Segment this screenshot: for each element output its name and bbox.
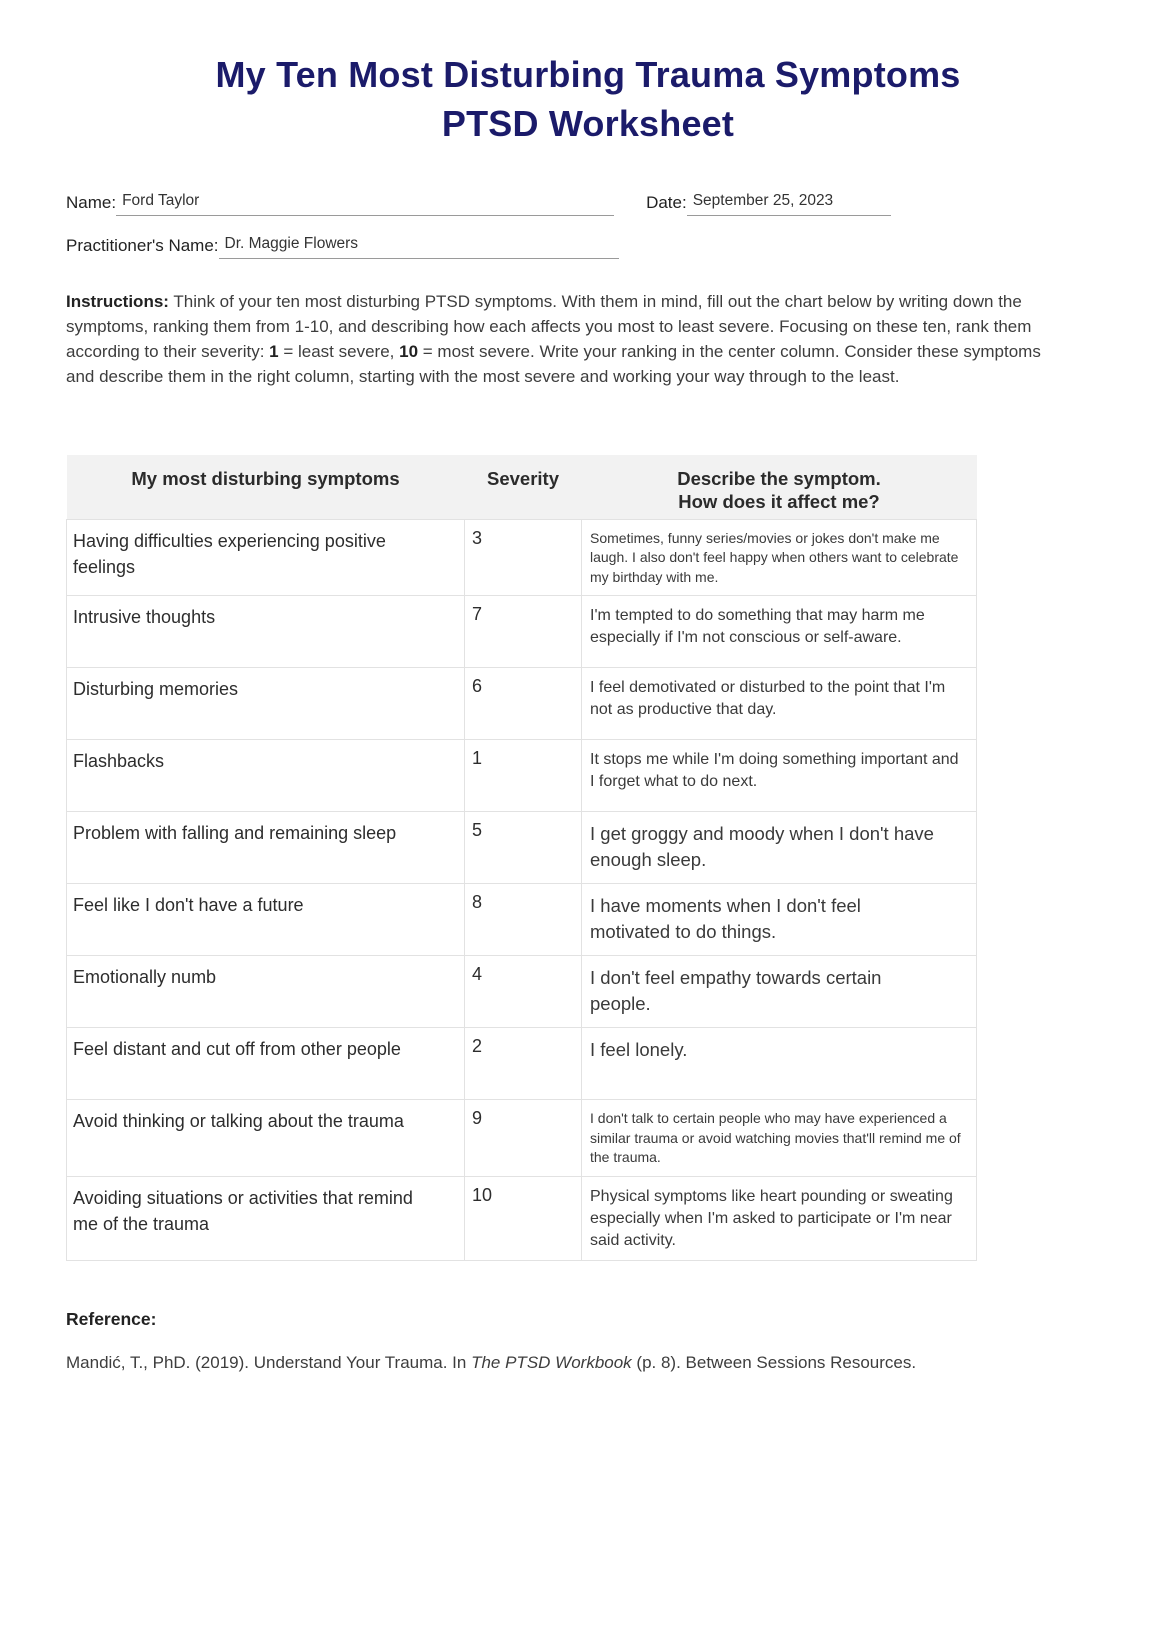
header-describe (582, 455, 977, 519)
header-describe-line-1: Describe the symptom. (677, 468, 881, 489)
description-cell[interactable]: I don't talk to certain people who may have experienced a similar trauma or avoid watching movies that'll remind me of the trauma. (582, 1100, 977, 1177)
severity-cell[interactable]: 10 (465, 1176, 582, 1260)
symptom-cell[interactable]: Having difficulties experiencing positive feelings (67, 519, 465, 596)
severity-cell[interactable]: 3 (465, 519, 582, 596)
symptom-cell[interactable]: Avoiding situations or activities that remind me of the trauma (67, 1176, 465, 1260)
symptom-cell[interactable]: Feel distant and cut off from other people (67, 1028, 465, 1100)
symptoms-table-body (67, 519, 977, 1260)
description-cell[interactable]: I'm tempted to do something that may harm me especially if I'm not conscious or self-aware. (582, 596, 977, 668)
description-cell[interactable]: Sometimes, funny series/movies or jokes don't make me laugh. I also don't feel happy when others want to celebrate my birthday with me. (582, 519, 977, 596)
header-describe-line-2: How does it affect me? (678, 491, 880, 512)
description-cell[interactable]: It stops me while I'm doing something important and I forget what to do next. (582, 740, 977, 812)
name-label: Name: (66, 193, 117, 212)
date-label: Date: (646, 193, 687, 212)
symptom-cell[interactable]: Problem with falling and remaining sleep (67, 812, 465, 884)
severity-cell[interactable]: 4 (465, 956, 582, 1028)
symptom-cell[interactable]: Flashbacks (67, 740, 465, 812)
severity-cell[interactable]: 1 (465, 740, 582, 812)
description-cell[interactable]: I feel lonely. (582, 1028, 977, 1100)
title-line-1: My Ten Most Disturbing Trauma Symptoms (215, 54, 961, 95)
severity-cell[interactable]: 2 (465, 1028, 582, 1100)
practitioner-row (66, 235, 1110, 259)
description-cell[interactable]: I get groggy and moody when I don't have enough sleep. (582, 812, 977, 884)
instructions-paragraph: Instructions: Think of your ten most disturbing PTSD symptoms. With them in mind, fill out the chart below by writing down the symptoms, ranking them from 1-10, and describing how each affects you most to least severe. Focusing on these ten, rank them according to their severity: 1 = least severe, 10 = most severe. Write your ranking in the center column. Consider these symptoms and describe them in the right column, starting with the most severe and working your way through to the least. (66, 292, 1041, 386)
name-date-row (66, 192, 1110, 216)
symptom-cell[interactable]: Feel like I don't have a future (67, 884, 465, 956)
table-row (67, 1028, 977, 1100)
table-row (67, 668, 977, 740)
symptom-cell[interactable]: Emotionally numb (67, 956, 465, 1028)
page-title (66, 50, 1110, 148)
description-cell[interactable]: I have moments when I don't feel motivated to do things. (582, 884, 977, 956)
date-field-value[interactable]: September 25, 2023 (687, 192, 891, 216)
table-row (67, 519, 977, 596)
table-row (67, 740, 977, 812)
description-cell[interactable]: Physical symptoms like heart pounding or sweating especially when I'm asked to participate or I'm near said activity. (582, 1176, 977, 1260)
header-row (67, 455, 977, 519)
practitioner-label: Practitioner's Name: (66, 236, 219, 255)
severity-cell[interactable]: 7 (465, 596, 582, 668)
severity-cell[interactable]: 9 (465, 1100, 582, 1177)
table-row (67, 1100, 977, 1177)
symptom-cell[interactable]: Intrusive thoughts (67, 596, 465, 668)
name-field-value[interactable]: Ford Taylor (116, 192, 614, 216)
table-row (67, 884, 977, 956)
header-symptoms: My most disturbing symptoms (67, 455, 465, 519)
header-severity: Severity (465, 455, 582, 519)
severity-cell[interactable]: 8 (465, 884, 582, 956)
practitioner-field-value[interactable]: Dr. Maggie Flowers (219, 235, 619, 259)
symptoms-table-header (67, 455, 977, 519)
reference-text: Mandić, T., PhD. (2019). Understand Your Trauma. In The PTSD Workbook (p. 8). Between Sessions Resources. (66, 1352, 917, 1372)
severity-cell[interactable]: 5 (465, 812, 582, 884)
title-line-2: PTSD Worksheet (441, 103, 735, 144)
date-field (646, 192, 891, 216)
symptom-cell[interactable]: Avoid thinking or talking about the trauma (67, 1100, 465, 1177)
table-row (67, 1176, 977, 1260)
table-row (67, 812, 977, 884)
table-row (67, 596, 977, 668)
symptoms-table (66, 455, 977, 1261)
severity-cell[interactable]: 6 (465, 668, 582, 740)
description-cell[interactable]: I feel demotivated or disturbed to the point that I'm not as productive that day. (582, 668, 977, 740)
reference-heading: Reference: (66, 1308, 157, 1329)
description-cell[interactable]: I don't feel empathy towards certain people. (582, 956, 977, 1028)
header-fields (66, 192, 1110, 259)
symptom-cell[interactable]: Disturbing memories (67, 668, 465, 740)
table-row (67, 956, 977, 1028)
